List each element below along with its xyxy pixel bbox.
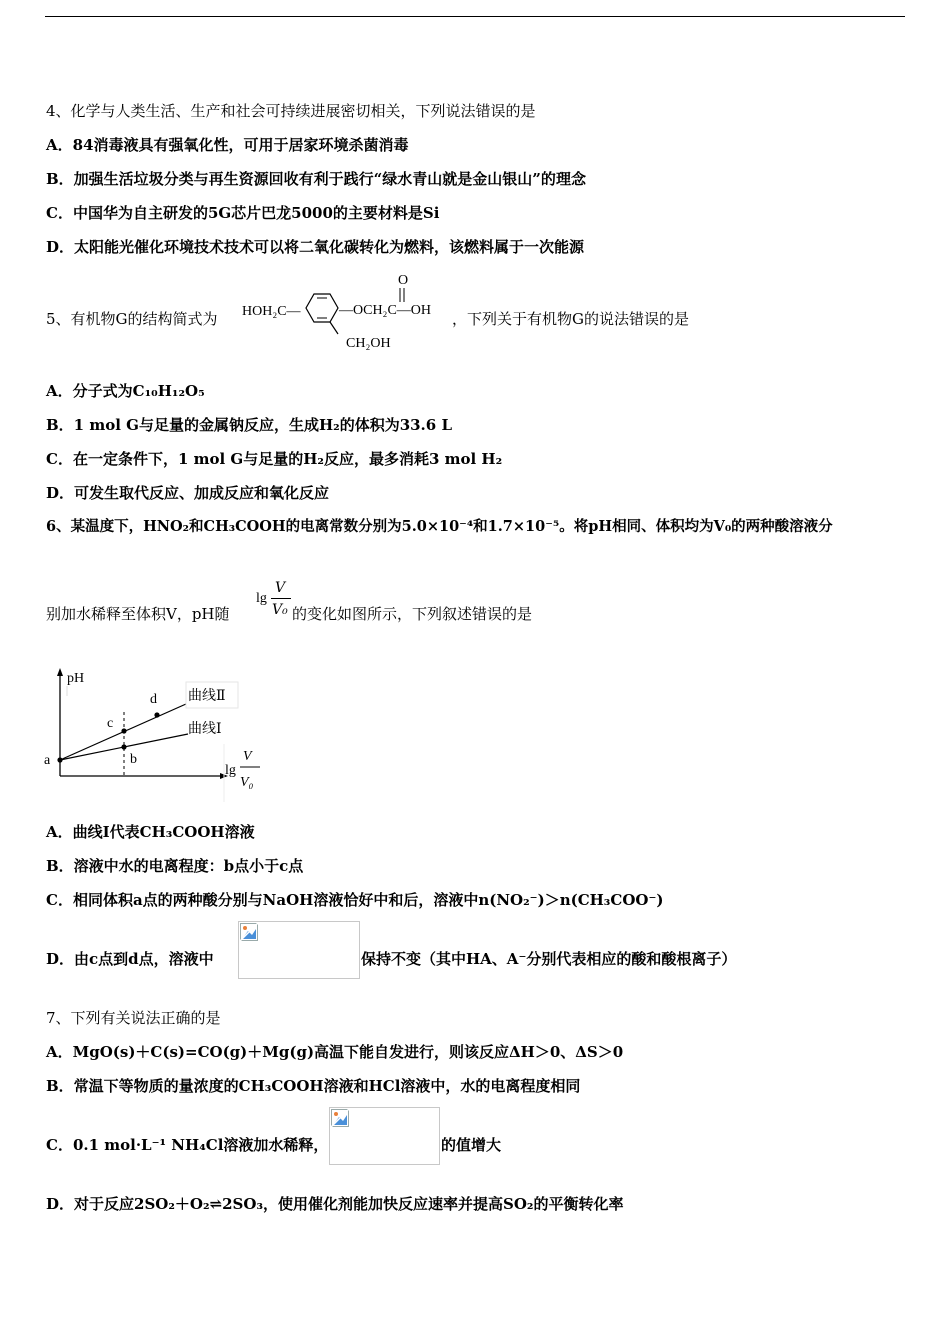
point-d xyxy=(154,712,159,717)
q6-option-d-pre: D．由c点到d点，溶液中 xyxy=(46,950,214,968)
curve-2-label: 曲线Ⅱ xyxy=(188,689,226,704)
q4-option-c: C．中国华为自主研发的5G芯片巴龙5000的主要材料是Si xyxy=(46,204,440,222)
q5-option-d: D．可发生取代反应、加成反应和氧化反应 xyxy=(46,484,330,502)
structure-left-group: HOH₂C— xyxy=(242,304,301,319)
missing-formula-image xyxy=(238,921,360,979)
x-axis-num: V xyxy=(243,749,252,764)
q7-option-d: D．对于反应2SO₂＋O₂⇌2SO₃，使用催化剂能加快反应速率并提高SO₂的平衡转化率 xyxy=(46,1195,624,1213)
q5-structure-formula xyxy=(240,268,452,354)
lg-label: lg xyxy=(256,591,267,606)
q6-option-a: A．曲线Ⅰ代表CH₃COOH溶液 xyxy=(46,823,255,841)
frac-numerator: V xyxy=(275,580,286,596)
broken-image-icon xyxy=(240,923,258,941)
q7-option-b: B．常温下等物质的量浓度的CH₃COOH溶液和HCl溶液中，水的电离程度相同 xyxy=(46,1077,581,1095)
q4-option-d: D．太阳能光催化环境技术技术可以将二氧化碳转化为燃料，该燃料属于一次能源 xyxy=(46,238,585,256)
q6-ph-graph xyxy=(40,664,285,806)
frac-denominator: V₀ xyxy=(272,602,288,618)
point-b xyxy=(121,744,126,749)
q7-option-a: A．MgO(s)＋C(s)=CO(g)＋Mg(g)高温下能自发进行，则该反应ΔH＞0、ΔS＞0 xyxy=(46,1043,624,1061)
structure-o-top: O xyxy=(398,273,409,288)
q7-option-c-pre: C．0.1 mol·L⁻¹ NH₄Cl溶液加水稀释， xyxy=(46,1136,329,1154)
x-axis-lg: lg xyxy=(225,763,236,778)
q5-option-a: A．分子式为C₁₀H₁₂O₅ xyxy=(46,382,205,400)
label-c: c xyxy=(107,716,114,731)
label-d: d xyxy=(150,692,157,707)
y-axis-label: pH xyxy=(67,671,85,686)
q5-stem-post: ，下列关于有机物G的说法错误的是 xyxy=(452,310,689,328)
q5-option-b: B．1 mol G与足量的金属钠反应，生成H₂的体积为33.6 L xyxy=(46,416,452,434)
q4-option-a: A．84消毒液具有强氧化性，可用于居家环境杀菌消毒 xyxy=(46,136,409,154)
q6-stem-line1: 6、某温度下，HNO₂和CH₃COOH的电离常数分别为5.0×10⁻⁴和1.7×10⁻⁵。将pH相同、体积均为V₀的两种酸溶液分 xyxy=(46,518,833,535)
q5-option-c: C．在一定条件下，1 mol G与足量的H₂反应，最多消耗3 mol H₂ xyxy=(46,450,503,468)
point-a xyxy=(57,757,62,762)
structure-chain: —OCH₂C—OH xyxy=(339,303,431,318)
q7-stem: 7、下列有关说法正确的是 xyxy=(46,1009,221,1027)
q6-option-b: B．溶液中水的电离程度：b点小于c点 xyxy=(46,857,304,875)
q4-option-b: B．加强生活垃圾分类与再生资源回收有利于践行“绿水青山就是金山银山”的理念 xyxy=(46,170,586,188)
point-c xyxy=(121,728,126,733)
q7-option-c-post: 的值增大 xyxy=(441,1136,502,1154)
label-a: a xyxy=(44,753,51,768)
missing-formula-image xyxy=(329,1107,440,1165)
structure-bottom-group: CH₂OH xyxy=(346,336,391,351)
q6-option-c: C．相同体积a点的两种酸分别与NaOH溶液恰好中和后，溶液中n(NO₂⁻)＞n(CH₃COO⁻) xyxy=(46,891,664,909)
label-b: b xyxy=(130,752,137,767)
q6-stem-post: 的变化如图所示，下列叙述错误的是 xyxy=(292,605,533,623)
x-axis-den: V₀ xyxy=(240,775,254,790)
broken-image-icon xyxy=(331,1109,349,1127)
header-rule xyxy=(45,16,905,17)
q6-option-d-post: 保持不变（其中HA、A⁻分别代表相应的酸和酸根离子） xyxy=(361,950,737,968)
q6-stem-pre: 别加水稀释至体积V，pH随 xyxy=(46,605,230,623)
q4-stem: 4、化学与人类生活、生产和社会可持续进展密切相关，下列说法错误的是 xyxy=(46,102,536,120)
q5-stem-pre: 5、有机物G的结构简式为 xyxy=(46,310,218,328)
curve-1-label: 曲线Ⅰ xyxy=(188,722,222,737)
